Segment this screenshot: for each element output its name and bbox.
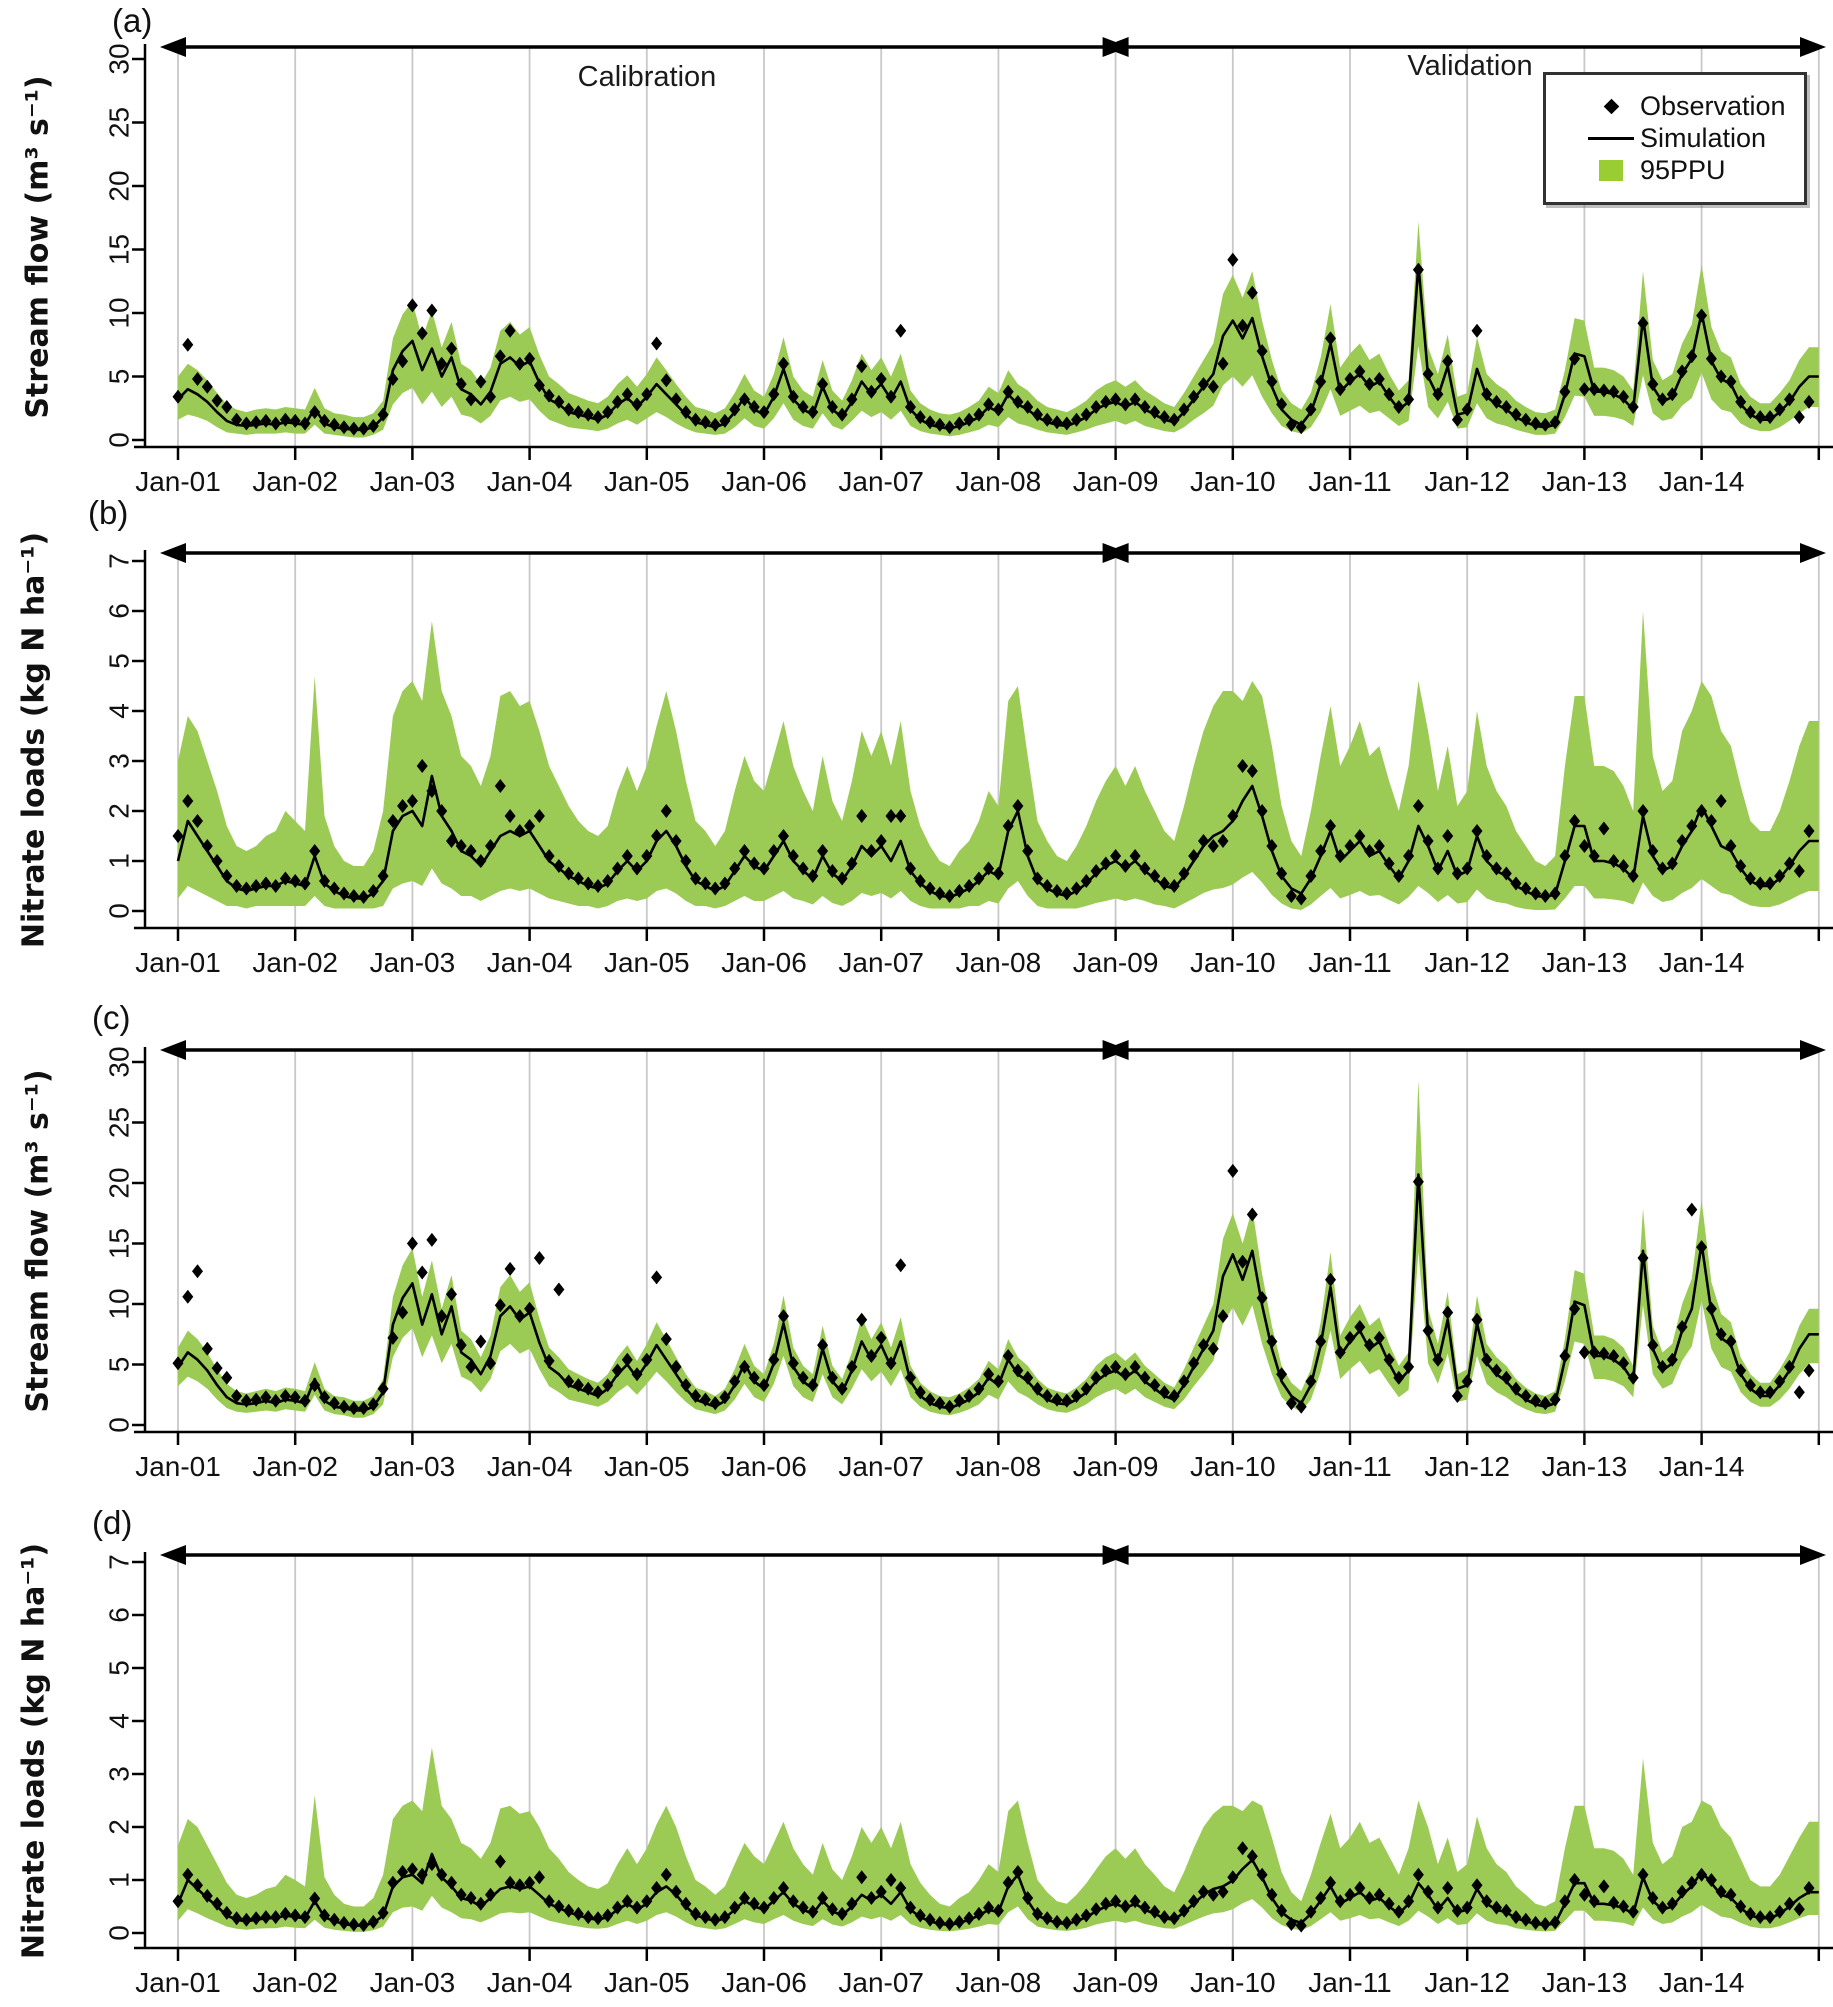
svg-text:Jan-12: Jan-12	[1424, 1451, 1511, 1482]
svg-text:Jan-05: Jan-05	[603, 1451, 690, 1482]
svg-text:Jan-06: Jan-06	[721, 1967, 807, 1998]
svg-text:Jan-08: Jan-08	[955, 947, 1042, 978]
svg-text:15: 15	[103, 1227, 135, 1260]
svg-text:Jan-04: Jan-04	[486, 1967, 573, 1998]
svg-text:Jan-02: Jan-02	[252, 1967, 339, 1998]
svg-text:Jan-11: Jan-11	[1308, 1451, 1392, 1482]
svg-text:Jan-01: Jan-01	[135, 1967, 221, 1998]
svg-text:Jan-14: Jan-14	[1658, 466, 1745, 497]
svg-text:Jan-01: Jan-01	[135, 1451, 221, 1482]
svg-text:Jan-12: Jan-12	[1424, 947, 1511, 978]
svg-text:0: 0	[103, 903, 135, 919]
svg-text:Jan-14: Jan-14	[1658, 947, 1745, 978]
svg-text:5: 5	[103, 1356, 135, 1373]
svg-text:Jan-09: Jan-09	[1072, 466, 1159, 497]
svg-text:Jan-09: Jan-09	[1072, 947, 1159, 978]
svg-text:Jan-13: Jan-13	[1541, 466, 1628, 497]
legend-row-95ppu	[1582, 155, 1804, 187]
svg-text:Jan-02: Jan-02	[252, 1451, 339, 1482]
svg-text:Jan-01: Jan-01	[135, 466, 221, 497]
svg-text:Jan-06: Jan-06	[721, 947, 807, 978]
svg-text:7: 7	[103, 553, 135, 569]
svg-text:2: 2	[103, 1819, 135, 1835]
svg-text:Jan-02: Jan-02	[252, 466, 339, 497]
svg-text:20: 20	[103, 1167, 135, 1199]
svg-text:0: 0	[103, 1417, 135, 1433]
svg-text:5: 5	[103, 653, 135, 669]
panel-label-a: (a)	[112, 2, 153, 39]
svg-text:4: 4	[103, 1713, 135, 1729]
svg-text:Jan-07: Jan-07	[838, 1967, 925, 1998]
svg-text:Jan-12: Jan-12	[1424, 466, 1511, 497]
svg-text:Jan-05: Jan-05	[603, 947, 690, 978]
svg-text:Jan-13: Jan-13	[1541, 1967, 1628, 1998]
svg-text:Jan-09: Jan-09	[1072, 1967, 1159, 1998]
y-axis-title-b: Nitrate loads (kg N ha⁻¹)	[16, 531, 52, 949]
svg-text:Jan-13: Jan-13	[1541, 1451, 1628, 1482]
svg-text:Jan-07: Jan-07	[838, 466, 925, 497]
svg-text:Jan-02: Jan-02	[252, 947, 339, 978]
legend-95ppu-label: 95PPU	[1640, 155, 1726, 185]
svg-text:0: 0	[103, 432, 135, 448]
svg-text:Jan-10: Jan-10	[1189, 1967, 1276, 1998]
svg-text:0: 0	[103, 1925, 135, 1941]
svg-text:25: 25	[103, 106, 135, 139]
svg-text:1: 1	[103, 853, 135, 869]
svg-text:Jan-04: Jan-04	[486, 466, 573, 497]
svg-text:Jan-01: Jan-01	[135, 947, 221, 978]
svg-text:Jan-03: Jan-03	[369, 1451, 456, 1482]
panel-label-c: (c)	[92, 999, 131, 1036]
panel-label-d: (d)	[92, 1504, 133, 1541]
legend-row-simulation	[1582, 123, 1804, 155]
legend-row-observation	[1582, 91, 1804, 123]
panel-b	[104, 543, 1833, 978]
svg-text:30: 30	[103, 1046, 135, 1078]
svg-text:Jan-11: Jan-11	[1308, 947, 1392, 978]
simulation-line-icon	[1582, 137, 1640, 140]
svg-text:Jan-10: Jan-10	[1189, 1451, 1276, 1482]
svg-text:Jan-09: Jan-09	[1072, 1451, 1159, 1482]
panel-label-b: (b)	[88, 494, 129, 531]
svg-text:Jan-08: Jan-08	[955, 1967, 1042, 1998]
svg-text:Jan-10: Jan-10	[1189, 947, 1276, 978]
svg-text:Jan-11: Jan-11	[1308, 466, 1392, 497]
svg-text:5: 5	[103, 368, 135, 385]
svg-text:Jan-04: Jan-04	[486, 1451, 573, 1482]
svg-text:1: 1	[103, 1872, 135, 1888]
svg-text:Jan-12: Jan-12	[1424, 1967, 1511, 1998]
svg-text:Jan-14: Jan-14	[1658, 1451, 1745, 1482]
svg-text:10: 10	[103, 1288, 135, 1320]
svg-text:15: 15	[103, 233, 135, 266]
svg-text:Jan-05: Jan-05	[603, 466, 690, 497]
svg-text:5: 5	[103, 1660, 135, 1676]
legend-observation-label: Observation	[1640, 91, 1786, 121]
svg-text:7: 7	[103, 1554, 135, 1570]
svg-text:Jan-03: Jan-03	[369, 466, 456, 497]
svg-text:Jan-07: Jan-07	[838, 947, 925, 978]
svg-text:4: 4	[103, 703, 135, 719]
svg-text:25: 25	[103, 1106, 135, 1139]
svg-text:Jan-08: Jan-08	[955, 466, 1042, 497]
chart-legend	[1543, 72, 1807, 205]
panel-c	[104, 1040, 1833, 1482]
period-arrows	[160, 543, 1826, 563]
svg-text:Jan-03: Jan-03	[369, 1967, 456, 1998]
svg-text:Jan-10: Jan-10	[1189, 466, 1276, 497]
svg-text:Jan-08: Jan-08	[955, 1451, 1042, 1482]
y-axis-title-a: Stream flow (m³ s⁻¹)	[20, 75, 56, 419]
y-axis-title-c: Stream flow (m³ s⁻¹)	[20, 1069, 56, 1413]
svg-text:Jan-04: Jan-04	[486, 947, 573, 978]
svg-text:Jan-13: Jan-13	[1541, 947, 1628, 978]
y-axis-title-d: Nitrate loads (kg N ha⁻¹)	[16, 1542, 52, 1960]
svg-text:30: 30	[103, 43, 135, 75]
95ppu-band-icon	[1582, 160, 1640, 181]
svg-text:6: 6	[103, 603, 135, 619]
svg-text:Jan-06: Jan-06	[721, 466, 807, 497]
svg-text:10: 10	[103, 297, 135, 329]
calibration-period-label: Calibration	[577, 61, 717, 93]
svg-text:6: 6	[103, 1607, 135, 1623]
svg-text:Jan-11: Jan-11	[1308, 1967, 1392, 1998]
panel-d	[104, 1545, 1833, 1998]
svg-text:3: 3	[103, 1766, 135, 1782]
svg-text:Jan-03: Jan-03	[369, 947, 456, 978]
svg-text:3: 3	[103, 753, 135, 769]
legend-simulation-label: Simulation	[1640, 123, 1767, 153]
svg-text:2: 2	[103, 803, 135, 819]
svg-text:Jan-05: Jan-05	[603, 1967, 690, 1998]
svg-text:Jan-06: Jan-06	[721, 1451, 807, 1482]
period-arrows	[160, 1545, 1826, 1565]
validation-period-label: Validation	[1407, 50, 1533, 82]
svg-text:Jan-07: Jan-07	[838, 1451, 925, 1482]
svg-text:Jan-14: Jan-14	[1658, 1967, 1745, 1998]
observation-diamond-icon	[1582, 101, 1640, 112]
svg-text:20: 20	[103, 170, 135, 202]
period-arrows	[160, 1040, 1826, 1060]
